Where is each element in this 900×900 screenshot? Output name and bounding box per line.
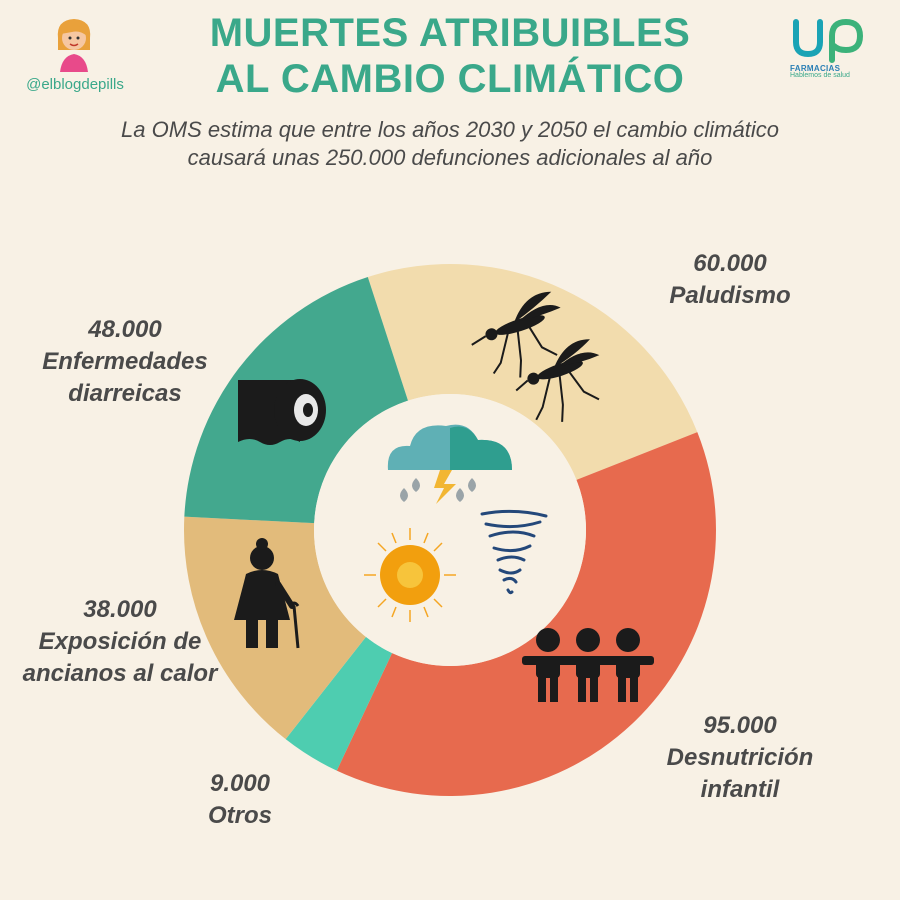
slice-name-line-2: infantil [700, 776, 780, 803]
slice-name-line-2: ancianos al calor [22, 660, 218, 687]
slice-label-otros [190, 768, 290, 832]
slice-name-line-1: Enfermedades [42, 348, 208, 375]
toilet-paper-icon [238, 379, 326, 445]
title-line-2: AL CAMBIO CLIMÁTICO [215, 57, 685, 101]
slice-value: 48.000 [88, 316, 162, 343]
slice-name: Paludismo [669, 282, 791, 309]
slice-value: 9.000 [209, 770, 271, 797]
slice-value: 38.000 [83, 596, 157, 623]
subtitle-line-2: causará unas 250.000 defunciones adicionales al año [187, 145, 713, 170]
title-line-1: MUERTES ATRIBUIBLES [209, 11, 691, 55]
slice-name: Otros [207, 802, 272, 829]
social-handle: @elblogdepills [26, 76, 124, 93]
slice-label-diarreicas [30, 314, 220, 410]
slice-value: 60.000 [693, 250, 767, 277]
slice-label-paludismo [640, 248, 820, 312]
brand-name: FARMACIAS [790, 64, 841, 73]
slice-label-ancianos [10, 594, 230, 690]
slice-name-line-1: Exposición de [38, 628, 202, 655]
slice-label-desnutricion [640, 710, 840, 806]
slice-value: 95.000 [703, 712, 777, 739]
subtitle-line-1: La OMS estima que entre los años 2030 y 2050 el cambio climático [121, 117, 779, 142]
slice-name-line-1: Desnutrición [666, 744, 814, 771]
brand-tagline: Hablemos de salud [790, 72, 850, 79]
slice-name-line-2: diarreicas [68, 380, 182, 407]
